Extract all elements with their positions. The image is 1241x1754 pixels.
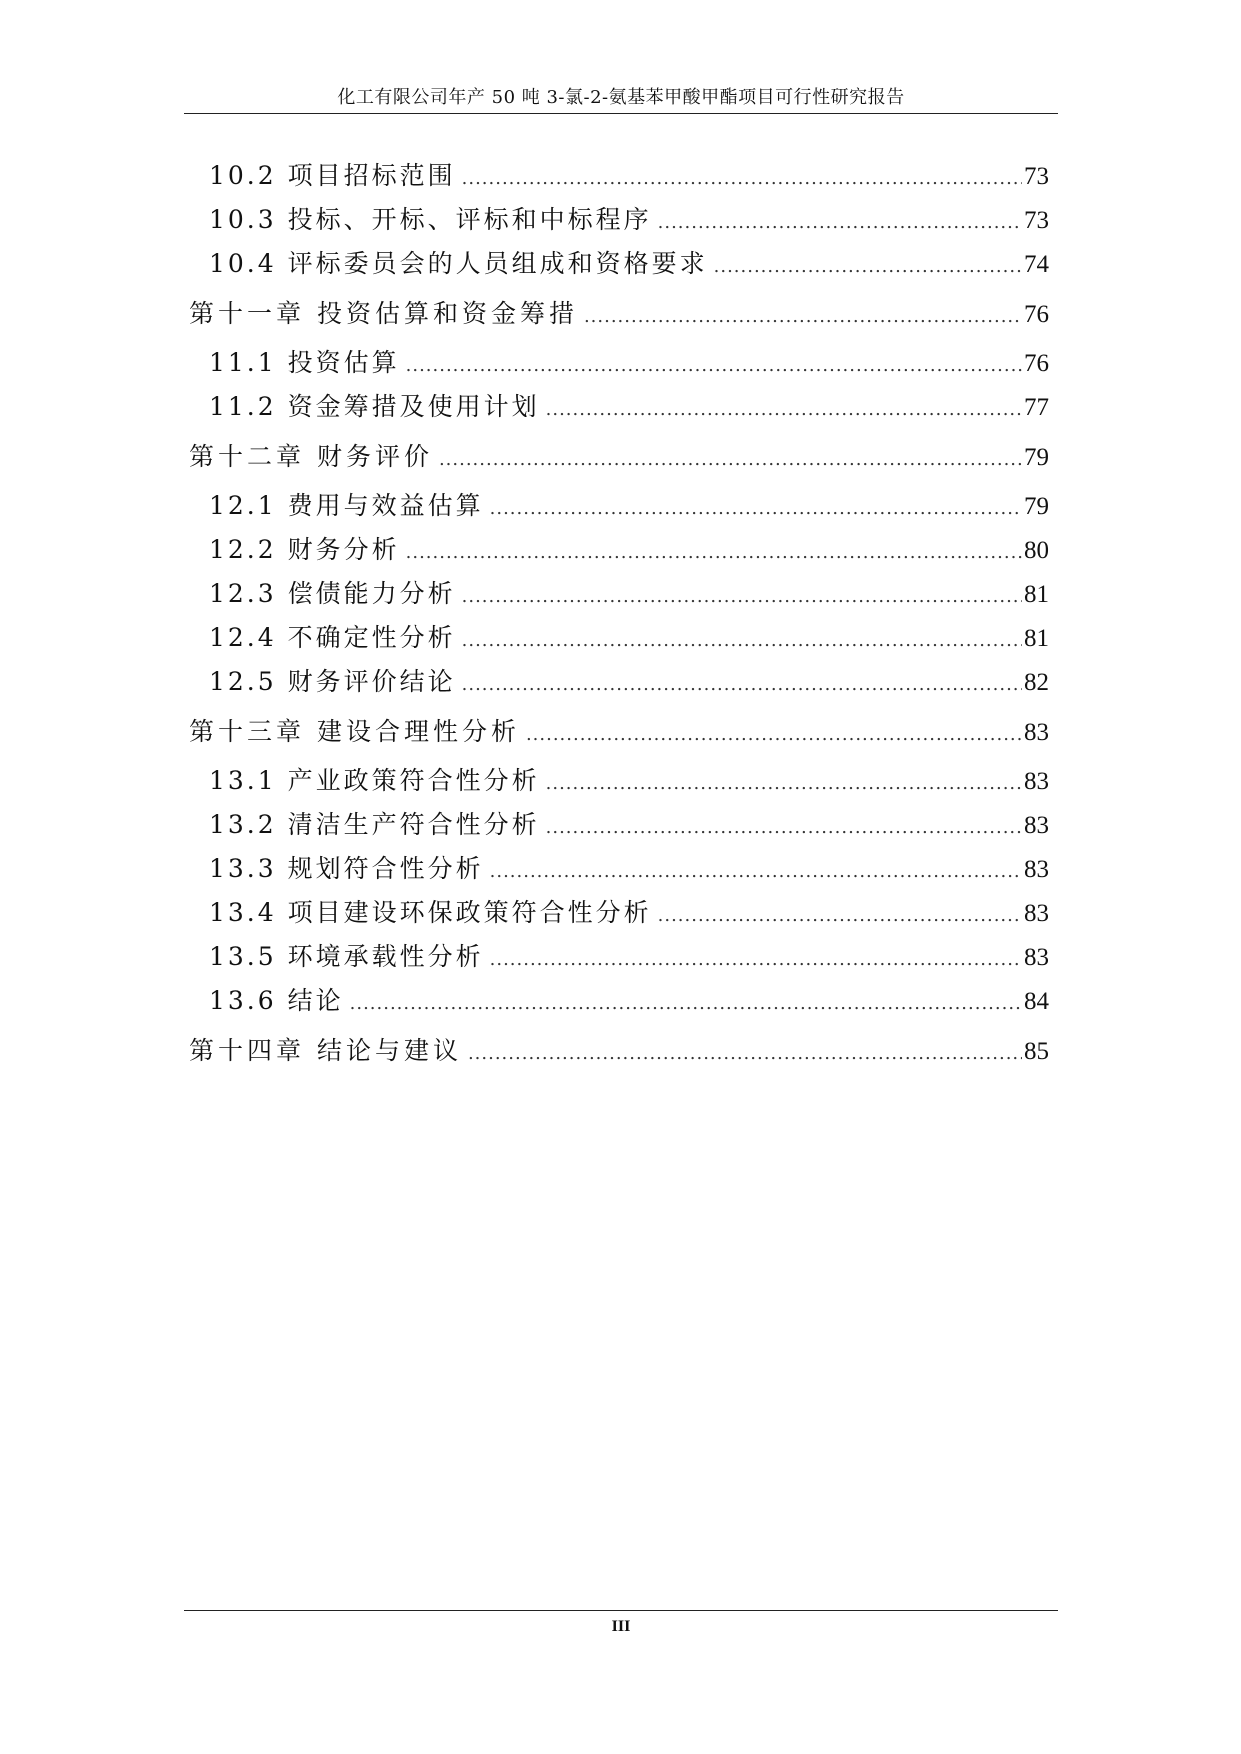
- toc-entry[interactable]: [189, 935, 1049, 979]
- toc-chapter-title: 第十一章 投资估算和资金筹措: [189, 299, 578, 328]
- toc-entry-page: 84: [1024, 988, 1049, 1015]
- header-divider: [184, 113, 1058, 114]
- toc-chapter-entry[interactable]: [189, 429, 1049, 484]
- toc-entry[interactable]: [189, 154, 1049, 198]
- toc-dot-leader: [490, 850, 1022, 894]
- toc-dot-leader: [462, 575, 1022, 619]
- toc-dot-leader: [658, 201, 1022, 245]
- toc-entry-title: 12.1 费用与效益估算: [209, 491, 484, 520]
- toc-entry-page: 74: [1024, 251, 1049, 278]
- toc-entry-title: 13.6 结论: [209, 986, 344, 1015]
- toc-entry-page: 83: [1024, 944, 1049, 971]
- toc-dot-leader: [462, 619, 1022, 663]
- toc-dot-leader: [546, 762, 1022, 806]
- toc-chapter-entry[interactable]: [189, 704, 1049, 759]
- toc-entry-page: 80: [1024, 537, 1049, 564]
- toc-entry[interactable]: [189, 891, 1049, 935]
- toc-dot-leader: [490, 487, 1022, 531]
- toc-entry-title: 10.4 评标委员会的人员组成和资格要求: [209, 249, 708, 278]
- page-header-title: 化工有限公司年产 50 吨 3-氯-2-氨基苯甲酸甲酯项目可行性研究报告: [337, 87, 905, 108]
- toc-chapter-title: 第十三章 建设合理性分析: [189, 717, 520, 746]
- toc-dot-leader: [462, 157, 1022, 201]
- toc-entry[interactable]: [189, 385, 1049, 429]
- toc-dot-leader: [546, 388, 1022, 432]
- toc-chapter-page: 76: [1024, 301, 1049, 328]
- toc-entry-page: 73: [1024, 163, 1049, 190]
- toc-entry[interactable]: [189, 803, 1049, 847]
- toc-entry[interactable]: [189, 341, 1049, 385]
- toc-dot-leader: [462, 663, 1022, 707]
- toc-dot-leader: [439, 432, 1022, 487]
- toc-dot-leader: [468, 1026, 1022, 1081]
- toc-chapter-page: 79: [1024, 444, 1049, 471]
- toc-dot-leader: [584, 289, 1022, 344]
- toc-entry-title: 12.3 偿债能力分析: [209, 579, 456, 608]
- toc-entry-page: 83: [1024, 900, 1049, 927]
- toc-entry-title: 12.4 不确定性分析: [209, 623, 456, 652]
- toc-entry-page: 81: [1024, 581, 1049, 608]
- toc-entry-page: 76: [1024, 350, 1049, 377]
- toc-entry-page: 83: [1024, 856, 1049, 883]
- toc-entry-page: 77: [1024, 394, 1049, 421]
- toc-chapter-entry[interactable]: [189, 1023, 1049, 1078]
- page-number: III: [611, 1618, 631, 1635]
- toc-entry-title: 12.5 财务评价结论: [209, 667, 456, 696]
- toc-dot-leader: [350, 982, 1022, 1026]
- toc-dot-leader: [526, 707, 1022, 762]
- toc-chapter-page: 85: [1024, 1038, 1049, 1065]
- toc-entry[interactable]: [189, 660, 1049, 704]
- toc-entry-title: 13.3 规划符合性分析: [209, 854, 484, 883]
- footer-divider: [184, 1610, 1058, 1611]
- toc-entry-page: 79: [1024, 493, 1049, 520]
- toc-entry-page: 73: [1024, 207, 1049, 234]
- toc-entry-title: 13.2 清洁生产符合性分析: [209, 810, 540, 839]
- toc-entry-page: 82: [1024, 669, 1049, 696]
- toc-dot-leader: [546, 806, 1022, 850]
- toc-dot-leader: [406, 531, 1022, 575]
- toc-entry-title: 11.2 资金筹措及使用计划: [209, 392, 540, 421]
- toc-entry-title: 10.2 项目招标范围: [209, 161, 456, 190]
- toc-entry[interactable]: [189, 616, 1049, 660]
- toc-dot-leader: [658, 894, 1022, 938]
- toc-chapter-entry[interactable]: [189, 286, 1049, 341]
- toc-entry-title: 13.4 项目建设环保政策符合性分析: [209, 898, 652, 927]
- toc-entry-title: 10.3 投标、开标、评标和中标程序: [209, 205, 652, 234]
- toc-entry-title: 13.5 环境承载性分析: [209, 942, 484, 971]
- toc-entry-title: 12.2 财务分析: [209, 535, 400, 564]
- toc-entry-page: 83: [1024, 812, 1049, 839]
- table-of-contents: [189, 154, 1049, 1078]
- toc-entry[interactable]: [189, 528, 1049, 572]
- toc-entry[interactable]: [189, 198, 1049, 242]
- toc-entry[interactable]: [189, 979, 1049, 1023]
- toc-chapter-title: 第十四章 结论与建议: [189, 1036, 462, 1065]
- toc-chapter-page: 83: [1024, 719, 1049, 746]
- toc-entry[interactable]: [189, 484, 1049, 528]
- toc-entry-title: 13.1 产业政策符合性分析: [209, 766, 540, 795]
- toc-chapter-title: 第十二章 财务评价: [189, 442, 433, 471]
- toc-dot-leader: [714, 245, 1022, 289]
- toc-entry[interactable]: [189, 759, 1049, 803]
- toc-dot-leader: [406, 344, 1022, 388]
- toc-entry-page: 81: [1024, 625, 1049, 652]
- toc-entry[interactable]: [189, 572, 1049, 616]
- toc-entry-title: 11.1 投资估算: [209, 348, 400, 377]
- toc-dot-leader: [490, 938, 1022, 982]
- toc-entry-page: 83: [1024, 768, 1049, 795]
- toc-entry[interactable]: [189, 847, 1049, 891]
- toc-entry[interactable]: [189, 242, 1049, 286]
